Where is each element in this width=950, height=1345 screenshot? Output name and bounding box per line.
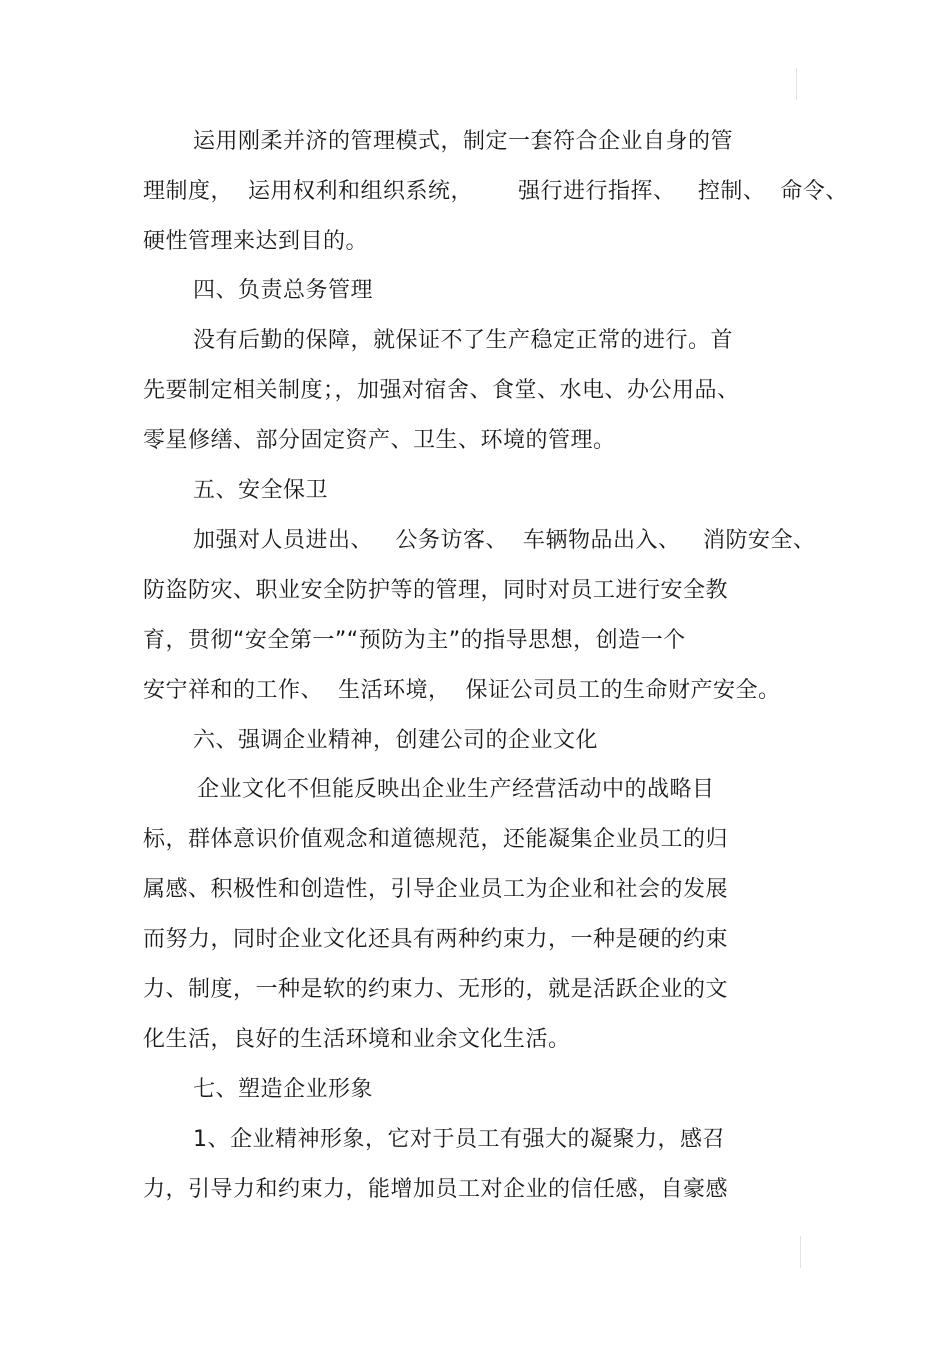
page-edge-mark-top	[796, 68, 797, 100]
text-line: 硬性管理来达到目的。	[143, 229, 369, 254]
text-line: 防盗防灾、职业安全防护等的管理，同时对员工进行安全教	[143, 578, 729, 603]
text-line: 加强对人员进出、 公务访客、 车辆物品出入、 消防安全、	[193, 528, 816, 553]
text-line: 没有后勤的保障，就保证不了生产稳定正常的进行。首	[193, 328, 734, 353]
text-line: 运用刚柔并济的管理模式，制定一套符合企业自身的管	[193, 129, 734, 154]
page-edge-mark-bottom	[800, 1236, 801, 1268]
text-line: 零星修缮、部分固定资产、卫生、环境的管理。	[143, 428, 616, 453]
text-line: 1、企业精神形象，它对于员工有强大的凝聚力，感召	[193, 1127, 725, 1152]
text-line: 力，引导力和约束力，能增加员工对企业的信任感，自豪感	[143, 1177, 729, 1202]
section-heading: 五、安全保卫	[193, 478, 329, 503]
text-line: 而努力，同时企业文化还具有两种约束力，一种是硬的约束	[143, 927, 729, 952]
section-heading: 六、强调企业精神，创建公司的企业文化	[193, 728, 599, 753]
text-line: 化生活，良好的生活环境和业余文化生活。	[143, 1027, 571, 1052]
text-line: 先要制定相关制度；，加强对宿舍、食堂、水电、办公用品、	[143, 378, 740, 403]
text-line: 企业文化不但能反映出企业生产经营活动中的战略目	[197, 777, 715, 802]
text-line: 理制度， 运用权利和组织系统， 强行进行指挥、 控制、 命令、	[143, 179, 848, 204]
text-line: 安宁祥和的工作、 生活环境， 保证公司员工的生命财产安全。	[143, 678, 781, 703]
section-heading: 四、负责总务管理	[193, 278, 374, 303]
text-line: 力、制度，一种是软的约束力、无形的，就是活跃企业的文	[143, 977, 729, 1002]
text-line: 属感、积极性和创造性，引导企业员工为企业和社会的发展	[143, 877, 729, 902]
text-line: 育，贯彻“安全第一”“预防为主”的指导思想，创造一个	[143, 628, 686, 653]
section-heading: 七、塑造企业形象	[193, 1077, 374, 1102]
text-line: 标，群体意识价值观念和道德规范，还能凝集企业员工的归	[143, 827, 729, 852]
